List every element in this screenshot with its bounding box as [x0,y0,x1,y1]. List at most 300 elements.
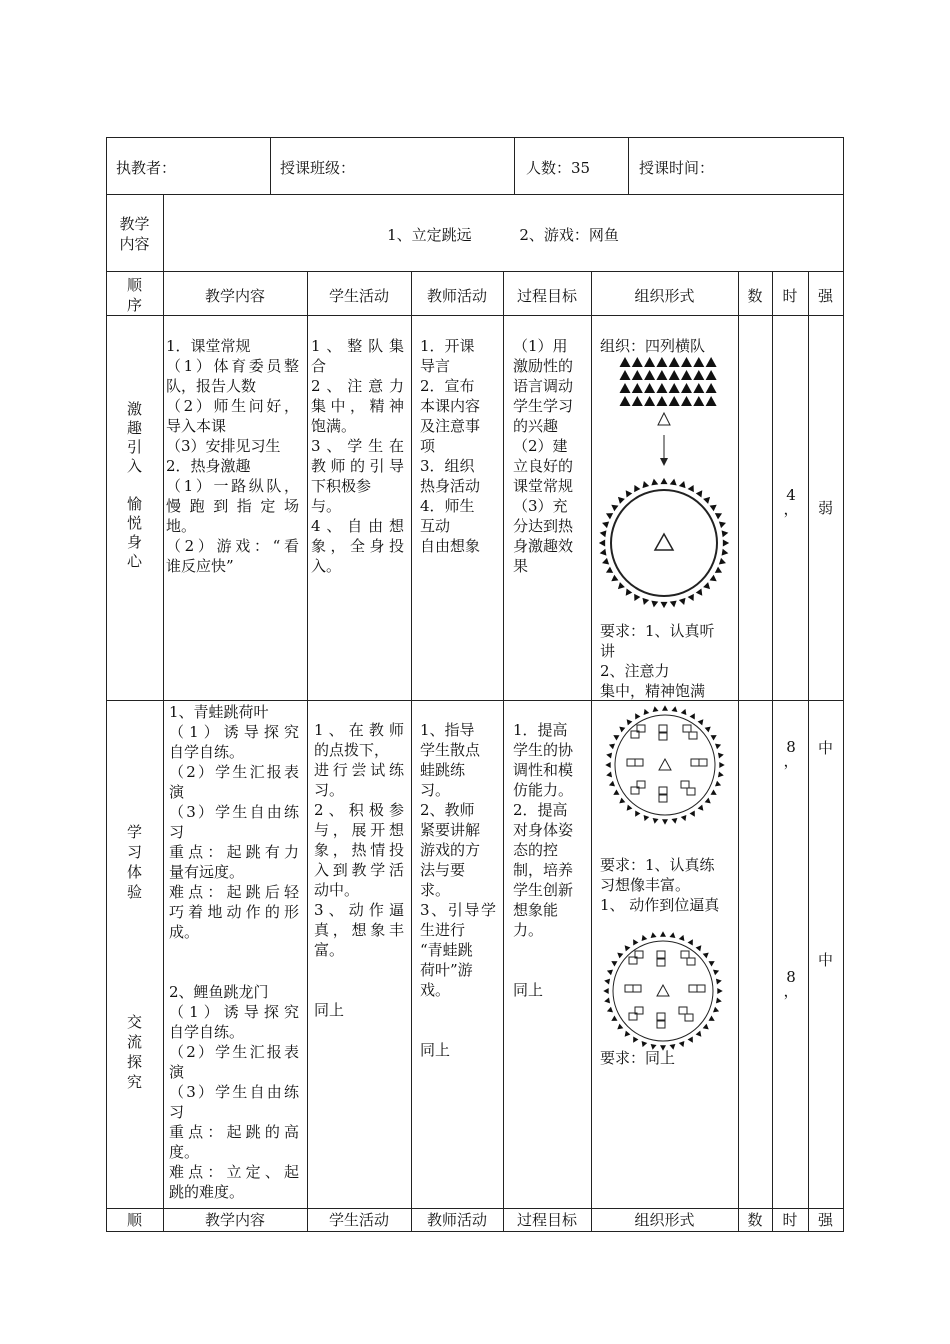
student-triangle-icon [706,357,717,367]
student-triangle-icon [713,1007,719,1013]
text-line: 度。 [169,1143,200,1161]
text-line: 体 [126,863,142,881]
student-triangle-icon [604,997,610,1003]
text-line: 自学自练。 [169,743,245,761]
text-line: （1）诱导探究 [169,1003,299,1021]
student-triangle-icon [660,931,666,936]
student-triangle-icon [706,383,717,393]
lily-pad-square-icon [687,788,695,795]
text-line: 悦 [126,514,142,532]
student-triangle-icon [688,939,693,945]
text-line: （3）安排见习生 [166,437,281,455]
student-triangle-icon [606,771,612,777]
header-divider-1 [270,137,271,194]
student-triangle-icon [609,744,615,750]
student-triangle-icon [703,497,710,504]
student-triangle-icon [620,396,631,406]
text-line: 讲 [600,642,616,660]
lily-pad-square-icon [625,985,633,992]
text-line: 紧要讲解 [420,821,481,839]
text-line: 量有远度。 [169,863,245,881]
text-line: 2、鲤鱼跳龙门 [169,983,269,1001]
text-line: 导入本课 [166,417,227,435]
student-triangle-icon [723,540,729,547]
text-line: 引 [126,438,142,456]
text-line: 2．提高 [513,801,568,819]
col-divider-2 [307,271,308,1231]
student-triangle-icon [653,706,659,712]
text-line: 热身活动 [420,477,481,495]
text-line: 2、注意力 [311,377,404,395]
student-triangle-icon [620,383,631,393]
col-header-order [106,275,163,315]
text-line: 蛙跳练 [420,761,466,779]
text-line: 1．开课 [420,337,475,355]
text-line: 与，展开想 [314,821,404,839]
formation-diagram [598,355,738,605]
text-line: ， [783,752,799,770]
student-triangle-icon [627,805,633,811]
org-requirement-2 [600,855,719,915]
student-rows-triangles [620,357,717,406]
lily-pad-square-icon [657,1021,665,1028]
student-triangle-icon [671,818,677,824]
text-line: 习 [169,1103,185,1121]
text-line: 想象能 [513,901,559,919]
student-triangle-icon [661,602,668,608]
student-triangle-icon [605,762,610,768]
student-triangle-icon [620,357,631,367]
section1-strength: 弱 [817,499,833,517]
game-circle [611,490,717,596]
text-line: 学生学习 [513,397,574,415]
text-line: 愉 [126,495,142,513]
lily-pad-square-icon [687,958,695,965]
student-triangle-icon [693,370,704,380]
section1-content [166,336,299,576]
phase-experience-label [106,822,163,902]
text-line: 饱满。 [311,417,357,435]
text-line: 自学自练。 [169,1023,245,1041]
text-line: 2、教师 [420,801,475,819]
text-line: 与。 [311,497,342,515]
text-line: 同上 [513,981,544,999]
text-line: 8 [786,968,796,986]
student-triangle-icon [625,1031,631,1037]
text-line: 1、 动作到位逼真 [600,896,720,914]
text-line: ， [783,982,799,1000]
text-line: 及注意事 [420,417,481,435]
org-requirement-3: 要求：同上 [600,1049,676,1067]
student-triangle-icon [703,953,709,959]
student-triangle-icon [635,713,640,719]
student-triangle-icon [669,396,680,406]
student-triangle-icon [670,601,677,608]
text-line [420,1000,496,1020]
content-row-label [106,214,163,254]
student-triangle-icon [703,1024,709,1030]
student-triangle-icon [681,709,687,715]
student-triangle-icon [617,1024,623,1030]
student-triangle-icon [690,811,695,817]
student-triangle-icon [671,706,677,712]
col-header-time: 时 [782,287,798,305]
student-triangle-icon [696,589,703,596]
student-triangle-icon [722,549,729,556]
student-triangle-icon [611,961,617,966]
text-line: 项 [420,437,436,455]
student-triangle-icon [633,939,638,945]
text-line: 课堂常规 [513,477,574,495]
student-triangle-icon [705,727,711,733]
text-line: ， [783,500,799,518]
student-triangle-icon [602,521,609,528]
student-triangle-icon [656,357,667,367]
student-triangle-icon [642,598,649,605]
center-teacher-triangle-icon [659,759,671,770]
text-line: （2）学生汇报表 [169,763,299,781]
text-line: 1、在教师 [314,721,404,739]
text-line: 分达到热 [513,517,574,535]
lesson-topics: 1、立定跳远 2、游戏：网鱼 [387,226,619,244]
group-circle [615,715,715,815]
student-triangle-icon [644,383,655,393]
student-triangle-icon [656,396,667,406]
student-triangle-icon [634,485,640,492]
student-triangle-icon [681,396,692,406]
text-line: 本课内容 [420,397,481,415]
footer-time: 时 [782,1211,798,1229]
text-line: 语言调动 [513,377,574,395]
content-label-line: 教学 [119,215,150,233]
student-triangle-icon [632,370,643,380]
student-triangle-icon [602,558,609,565]
section2-strength-2: 中 [817,951,833,969]
student-triangle-icon [696,490,703,497]
student-triangle-icon [722,530,729,537]
student-triangle-icon [642,935,648,941]
footer-strength: 强 [817,1211,833,1229]
student-triangle-icon [632,357,643,367]
text-line: 互动 [420,517,451,535]
text-line: 力。 [513,921,544,939]
text-line: “青蛙跳 [420,941,473,959]
student-triangle-icon [607,970,613,976]
footer-org: 组织形式 [634,1211,695,1229]
student-triangle-icon [606,513,613,519]
text-line: （3）学生自由练 [169,1083,299,1101]
student-triangle-icon [606,753,612,759]
student-triangle-icon [709,1016,715,1021]
student-triangle-icon [600,549,607,556]
student-triangle-icon [633,1037,638,1043]
text-line: 4 [786,486,796,504]
student-triangle-icon [661,478,668,484]
text-line: 立良好的 [513,457,574,475]
student-triangle-icon [611,575,618,582]
text-line: 探 [126,1053,142,1071]
circle-ring-triangles [599,478,729,608]
text-line: 习。 [314,781,345,799]
text-line: 1．课堂常规 [166,337,251,355]
student-triangle-icon [715,567,722,573]
text-line: （1）一路纵队， [166,477,299,495]
table-line-section2 [106,1208,844,1209]
student-triangle-icon [693,383,704,393]
text-line: 验 [126,883,142,901]
section1-process-goal [513,336,582,576]
text-line: 3、动作逼 [314,901,404,919]
org-formation-title: 组织：四列横队 [600,337,706,355]
center-teacher-triangle-icon [655,534,673,550]
footer-goal: 过程目标 [516,1211,577,1229]
student-triangle-icon [690,713,695,719]
student-triangle-icon [644,357,655,367]
student-triangle-icon [679,935,685,941]
text-line [169,942,299,962]
section2-teacher-activity [420,720,496,1060]
text-line [314,980,404,1000]
student-triangle-icon [688,1037,693,1043]
teacher-triangle-icon [658,413,670,425]
text-line: 态的控 [513,841,559,859]
text-line: 的兴趣 [513,417,559,435]
text-line: 演 [169,783,185,801]
student-triangle-icon [600,530,607,537]
lily-pad-square-icon [657,951,665,958]
text-line: 4．师生 [420,497,475,515]
text-line: 3、学生在 [311,437,404,455]
text-line: 激励性的 [513,357,574,375]
lily-pad-square-icon [659,787,667,794]
text-line: 同上 [314,1001,345,1019]
text-line: （1）诱导探究 [169,723,299,741]
text-line: 4、自由想 [311,517,404,535]
section1-student-activity [311,336,404,576]
student-triangle-icon [656,383,667,393]
text-line: 究 [126,1073,142,1091]
student-triangle-icon [626,490,633,497]
student-triangle-icon [662,819,668,824]
class-label: 授课班级： [280,159,356,177]
text-line: 激 [126,400,142,418]
header-divider-3 [628,137,629,194]
text-line: 果 [513,557,529,575]
arrow-head-icon [660,458,668,466]
text-line [513,960,582,980]
text-line: 2．宣布 [420,377,475,395]
text-line: 富。 [314,941,345,959]
text-line: 2、积极参 [314,801,404,819]
phase-warmup-label [106,400,163,571]
col-header-order-line: 顺 [126,276,142,294]
section2-strength-1: 中 [817,739,833,757]
student-triangle-icon [703,582,710,589]
student-triangle-icon [716,997,722,1003]
student-count: 人数：35 [526,159,591,177]
col-header-teacher: 教师活动 [426,287,487,305]
text-line: 3．组织 [420,457,475,475]
table-border-right [843,137,844,1231]
student-triangle-icon [688,485,694,492]
text-line: 1、整队集 [311,337,404,355]
text-line: 8 [786,738,796,756]
col-divider-3 [411,271,412,1231]
student-triangle-icon [669,932,675,938]
text-line: 1、青蛙跳荷叶 [169,703,269,721]
text-line: 心 [126,552,142,570]
lily-pad-square-icon [635,759,643,766]
text-line: 2、注意力 [600,662,670,680]
text-line: 动中。 [314,881,360,899]
lily-pad-square-icon [659,725,667,732]
text-line [420,1020,496,1040]
student-triangle-icon [698,719,704,725]
footer-teacher: 教师活动 [426,1211,487,1229]
col-header-content: 教学内容 [204,287,265,305]
col-divider-7 [772,271,773,1231]
student-triangle-icon [698,805,704,811]
student-triangle-icon [715,513,722,519]
lesson-time-label: 授课时间： [639,159,715,177]
table-line-header [106,194,844,195]
col-header-num: 数 [747,287,763,305]
student-triangle-icon [669,383,680,393]
section2-content [169,702,299,1202]
student-triangle-icon [619,798,625,804]
col-header-strength: 强 [817,287,833,305]
lily-pad-square-icon [659,733,667,740]
student-triangle-icon [619,727,625,733]
student-triangle-icon [679,1041,685,1047]
text-line: 仿能力。 [513,781,574,799]
student-triangle-icon [670,479,677,486]
student-triangle-icon [719,521,726,528]
text-line: 合 [311,357,327,375]
student-triangle-icon [632,396,643,406]
text-line: 难点：立定、起 [169,1163,299,1181]
text-line: 习想像丰富。 [600,876,691,894]
text-line: 重点：起跳的高 [169,1123,299,1141]
text-line: 跳的难度。 [169,1183,245,1201]
col-header-order-line: 序 [126,296,142,314]
student-triangle-icon [626,589,633,596]
text-line: 流 [126,1033,142,1051]
student-triangle-icon [715,781,721,787]
text-line: （1）体育委员整 [166,357,299,375]
text-line: 进行尝试练 [314,761,404,779]
footer-student: 学生活动 [328,1211,389,1229]
lily-pad-square-icon [681,781,689,788]
text-line: 成。 [169,923,200,941]
student-triangle-icon [715,744,721,750]
lily-pad-square-icon [681,951,689,958]
student-triangle-icon [696,1031,702,1037]
section2-process-goal [513,720,582,1000]
text-line: 地。 [166,517,197,535]
text-line: 荷叶”游 [420,961,473,979]
col-divider-6 [738,271,739,1231]
text-line: 队，报告人数 [166,377,257,395]
student-triangle-icon [709,961,715,966]
student-triangle-icon [644,815,650,821]
text-line: 要求：1、认真练 [600,856,715,874]
text-line: 对身体姿 [513,821,574,839]
student-triangle-icon [717,988,722,994]
col-header-student: 学生活动 [328,287,389,305]
col-header-org: 组织形式 [634,287,695,305]
text-line: 习。 [420,781,451,799]
section2-time-1 [781,740,801,768]
student-triangle-icon [618,497,625,504]
student-triangle-icon [642,1041,648,1047]
lily-pad-square-icon [627,759,635,766]
text-line: 同上 [420,1041,451,1059]
section1-time [781,488,801,516]
student-triangle-icon [711,735,717,740]
student-triangle-icon [669,370,680,380]
text-line: 习 [126,843,142,861]
student-triangle-icon [696,945,702,951]
student-triangle-icon [681,370,692,380]
table-line-content [106,271,844,272]
text-line: 重点：起跳有力 [169,843,299,861]
text-line: 游戏的方 [420,841,481,859]
student-triangle-icon [611,1016,617,1021]
student-triangle-icon [625,945,631,951]
section2-student-activity [314,720,404,1020]
student-triangle-icon [611,505,618,512]
student-triangle-icon [705,798,711,804]
text-line: 法与要 [420,861,466,879]
text-line: （2）游戏：“看 [166,537,299,555]
student-triangle-icon [688,594,694,601]
text-line: 难点：起跳后轻 [169,883,299,901]
student-triangle-icon [618,582,625,589]
student-triangle-icon [606,567,613,573]
text-line: 教师的引导 [311,457,404,475]
student-triangle-icon [719,558,726,565]
group-circle [613,941,713,1041]
text-line: 生进行 [420,921,466,939]
text-line: 学生的协 [513,741,574,759]
section1-teacher-activity [420,336,496,556]
text-line: 巧着地动作的形 [169,903,299,921]
text-line: （3）充 [513,497,568,515]
lily-pad-square-icon [657,959,665,966]
student-triangle-icon [693,357,704,367]
student-triangle-icon [718,771,724,777]
lily-pad-square-icon [679,1007,687,1014]
text-line: 真，想象丰 [314,921,404,939]
student-triangle-icon [620,370,631,380]
student-triangle-icon [644,396,655,406]
student-triangle-icon [603,988,608,994]
text-line [513,940,582,960]
lily-pad-square-icon [689,985,697,992]
lily-pad-square-icon [699,759,707,766]
text-line: 集中，精神 [311,397,404,415]
text-line: 制，培养 [513,861,574,879]
text-line: 象，全身投 [311,537,404,555]
student-triangle-icon [632,383,643,393]
carp-circle-diagram [600,928,730,1058]
table-border-bottom [106,1231,844,1232]
student-triangle-icon [651,932,657,938]
student-triangle-icon [716,979,722,985]
text-line: 1．提高 [513,721,568,739]
text-line: 慢跑到指定场 [166,497,299,515]
